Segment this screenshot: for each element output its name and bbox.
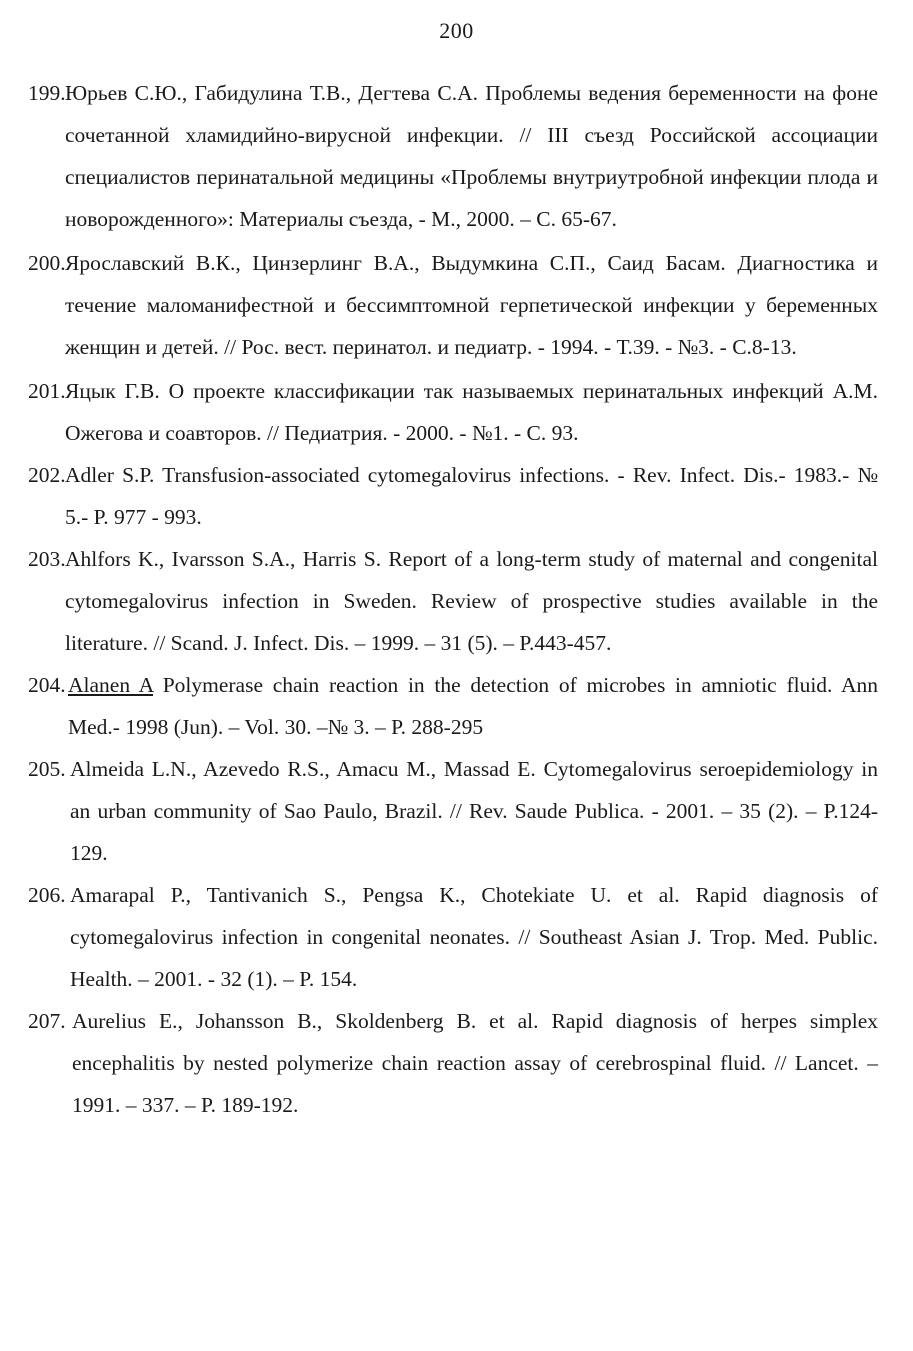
reference-item-201 bbox=[28, 370, 878, 454]
reference-item-205 bbox=[28, 748, 878, 874]
reference-item-202 bbox=[28, 454, 878, 538]
reference-item-203 bbox=[28, 538, 878, 664]
reference-text: Almeida L.N., Azevedo R.S., Amacu M., Massad E. Cytomegalovirus seroepidemiology in an urban community of Sao Paulo, Brazil. // Rev. Saude Publica. - 2001. – 35 (2). – P.124-129. bbox=[70, 757, 878, 865]
reference-number: 205. bbox=[28, 757, 66, 781]
reference-item-206 bbox=[28, 874, 878, 1000]
page-number: 200 bbox=[439, 18, 474, 43]
reference-number: 203. bbox=[28, 547, 66, 571]
reference-number: 206. bbox=[28, 883, 66, 907]
reference-author-link[interactable]: Alanen A bbox=[68, 673, 153, 697]
reference-text: Aurelius E., Johansson B., Skoldenberg B. et al. Rapid diagnosis of herpes simplex encephalitis by nested polymerize chain reaction assay of cerebrospinal fluid. // Lancet. – 1991. – 337. – P. 189-192. bbox=[72, 1009, 878, 1117]
reference-number: 204. bbox=[28, 673, 66, 697]
reference-number: 200. bbox=[28, 251, 66, 275]
reference-text: Ярославский В.К., Цинзерлинг В.А., Выдумкина С.П., Саид Басам. Диагностика и течение маломанифестной и бессимптомной герпетической инфекции у беременных женщин и детей. // Рос. вест. перинатол. и педиатр. - 1994. - Т.39. - №3. - С.8-13. bbox=[65, 251, 878, 359]
reference-number: 199. bbox=[28, 81, 66, 105]
reference-item-200 bbox=[28, 242, 878, 368]
reference-text: Adler S.P. Transfusion-associated cytomegalovirus infections. - Rev. Infect. Dis.- 1983.- № 5.- P. 977 - 993. bbox=[65, 463, 878, 529]
reference-text: Яцык Г.В. О проекте классификации так называемых перинатальных инфекций А.М. Ожегова и соавторов. // Педиатрия. - 2000. - №1. - С. 93. bbox=[65, 379, 878, 445]
reference-item-204 bbox=[28, 664, 878, 748]
reference-number: 207. bbox=[28, 1009, 66, 1033]
reference-text: Polymerase chain reaction in the detection of microbes in amniotic fluid. Ann Med.- 1998 (Jun). – Vol. 30. –№ 3. – P. 288-295 bbox=[68, 673, 878, 739]
reference-item-199 bbox=[28, 72, 878, 240]
reference-number: 201. bbox=[28, 379, 66, 403]
reference-item-207 bbox=[28, 1000, 878, 1126]
reference-number: 202. bbox=[28, 463, 66, 487]
reference-list bbox=[28, 72, 878, 1126]
reference-text: Юрьев С.Ю., Габидулина Т.В., Дегтева С.А. Проблемы ведения беременности на фоне сочетанной хламидийно-вирусной инфекции. // III съезд Российской ассоциации специалистов перинатальной медицины «Проблемы внутриутробной инфекции плода и новорожденного»: Материалы съезда, - М., 2000. – С. 65-67. bbox=[65, 81, 878, 231]
reference-text: Amarapal P., Tantivanich S., Pengsa K., Chotekiate U. et al. Rapid diagnosis of cytomegalovirus infection in congenital neonates. // Southeast Asian J. Trop. Med. Public. Health. – 2001. - 32 (1). – P. 154. bbox=[70, 883, 878, 991]
reference-text: Ahlfors K., Ivarsson S.A., Harris S. Report of a long-term study of maternal and congenital cytomegalovirus infection in Sweden. Review of prospective studies available in the literature. // Scand. J. Infect. Dis. – 1999. – 31 (5). – P.443-457. bbox=[65, 547, 878, 655]
